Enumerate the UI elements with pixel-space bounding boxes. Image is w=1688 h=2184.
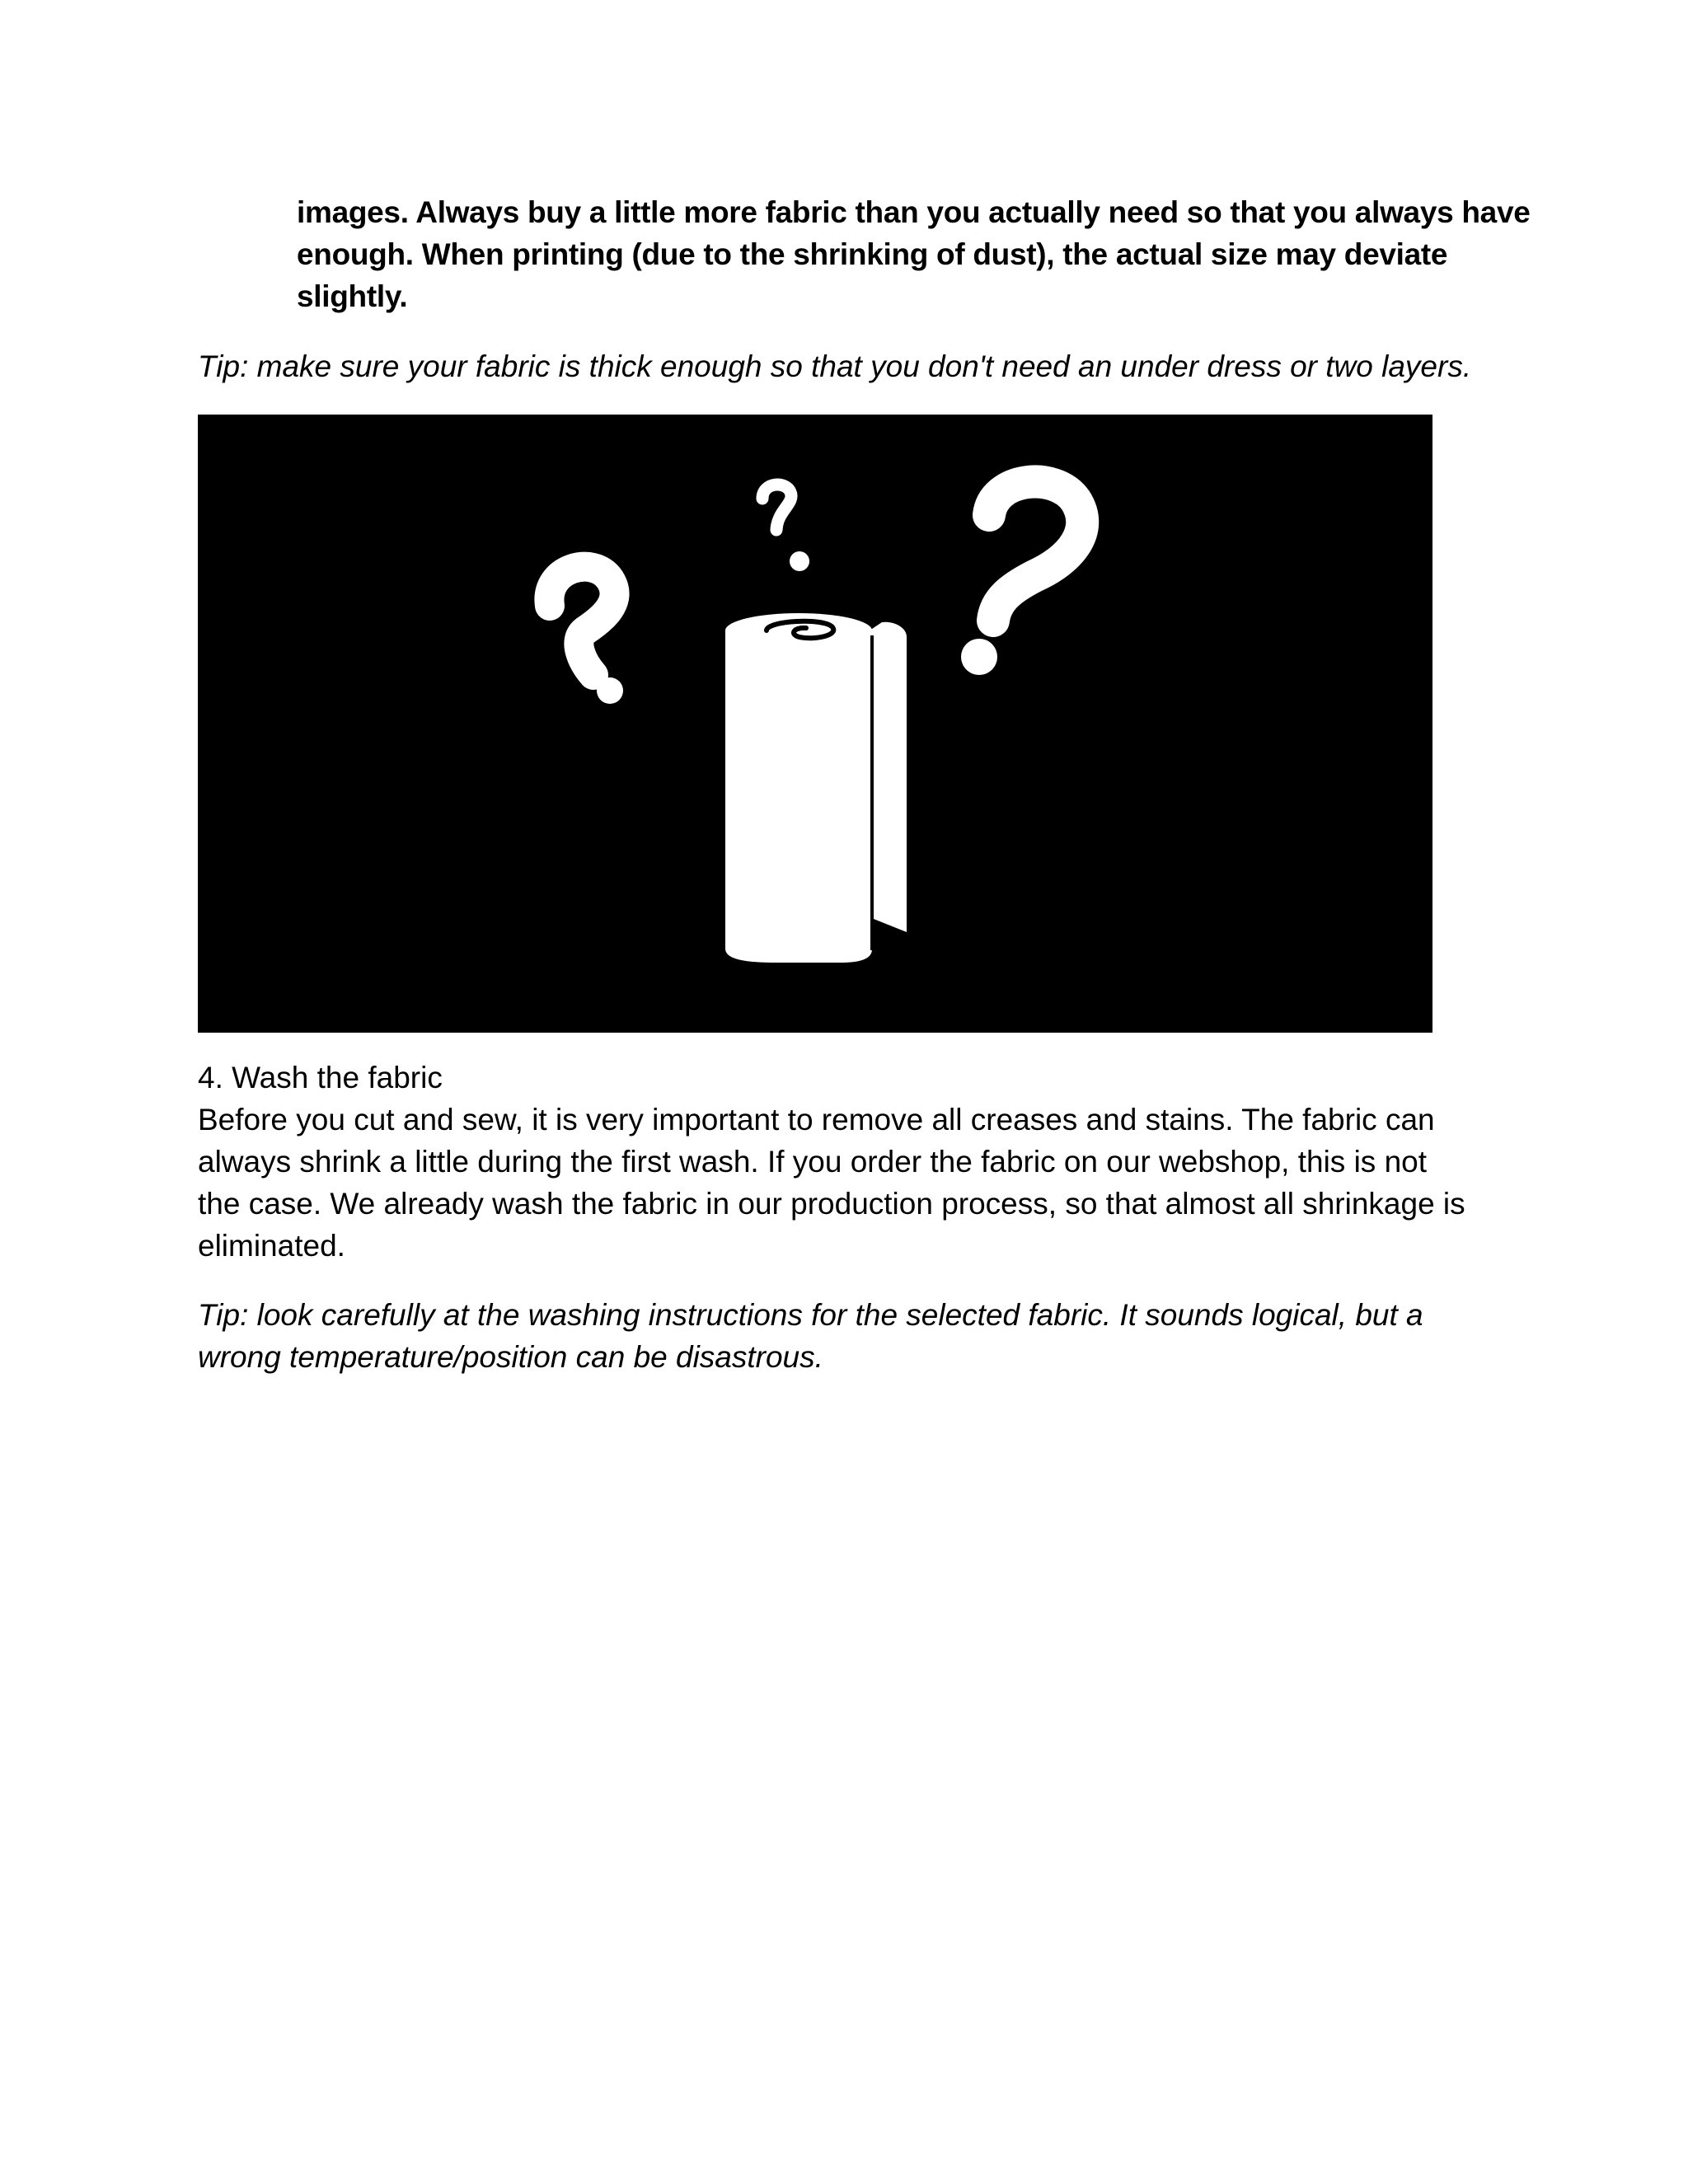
- right-question-mark-icon: [989, 481, 1082, 621]
- section-body: [198, 1099, 1517, 1267]
- fabric-illustration: [198, 415, 1432, 1033]
- fabric-roll-with-question-marks-icon: [198, 415, 1432, 1033]
- tip-line: Tip: look carefully at the washing instructions for the selected fabric. It sounds logical, but a: [198, 1298, 1423, 1332]
- intro-line: images. Always buy a little more fabric than you actually need so that you always have: [297, 195, 1531, 229]
- intro-line: enough. When printing (due to the shrinking of dust), the actual size may deviate: [297, 237, 1448, 271]
- body-line: Before you cut and sew, it is very important to remove all creases and stains. The fabric can: [198, 1103, 1435, 1137]
- body-line: the case. We already wash the fabric in our production process, so that almost all shrinkage is: [198, 1187, 1465, 1221]
- intro-line: slightly.: [297, 279, 408, 313]
- tip-fabric-thickness: Tip: make sure your fabric is thick enough so that you don't need an under dress or two layers.: [198, 349, 1472, 383]
- body-line: always shrink a little during the first wash. If you order the fabric on our webshop, this is not: [198, 1145, 1428, 1179]
- left-question-mark-icon: [549, 567, 614, 675]
- tip-washing-instructions: [198, 1294, 1517, 1378]
- body-line: eliminated.: [198, 1229, 345, 1263]
- tip-line: wrong temperature/position can be disastrous.: [198, 1340, 823, 1374]
- fabric-roll-icon: [725, 613, 907, 963]
- small-question-mark-icon: [762, 485, 791, 530]
- intro-paragraph: [297, 191, 1531, 317]
- section-heading: 4. Wash the fabric: [198, 1061, 443, 1094]
